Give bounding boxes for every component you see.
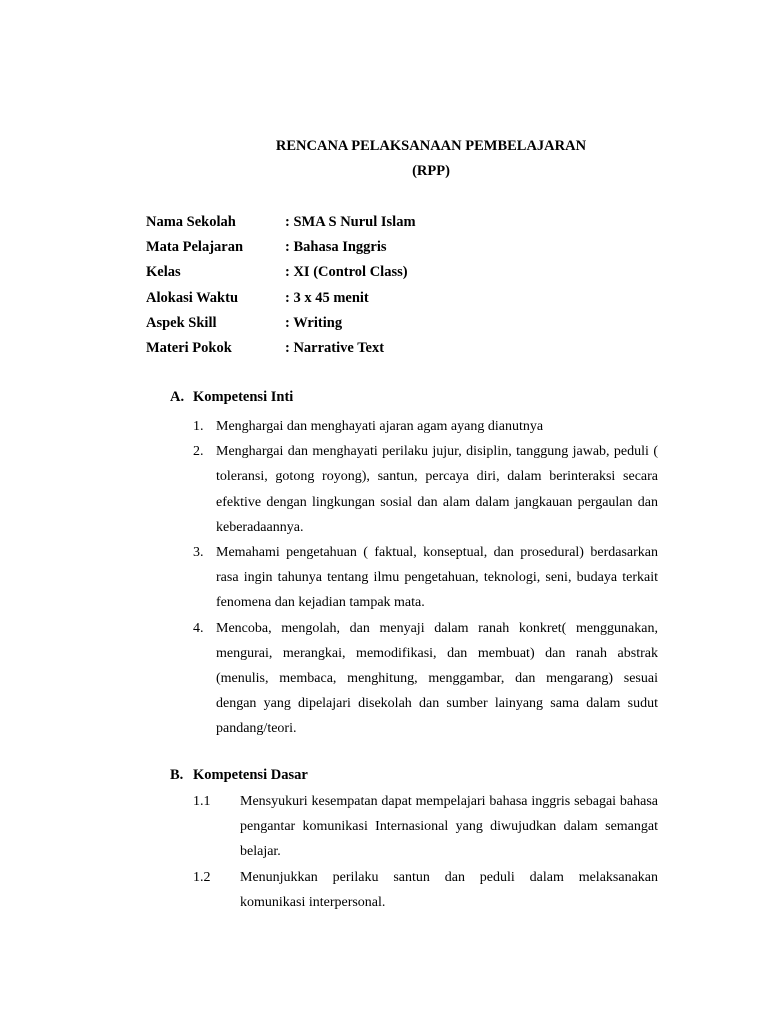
- section-title: Kompetensi Dasar: [193, 767, 308, 783]
- item-text: Menunjukkan perilaku santun dan peduli dalam melaksanakan komunikasi interpersonal.: [240, 869, 658, 910]
- info-label: Alokasi Waktu: [146, 289, 239, 306]
- list-item: [193, 439, 658, 540]
- list-item: [193, 414, 658, 439]
- list-item: [193, 789, 658, 865]
- item-number: 4.: [193, 620, 204, 636]
- section-heading-kompetensi-inti: [170, 389, 293, 406]
- info-row-time: [146, 289, 416, 314]
- info-row-material: [146, 339, 416, 364]
- item-number: 3.: [193, 545, 204, 561]
- info-row-school: [146, 213, 416, 238]
- document-title: RENCANA PELAKSANAAN PEMBELAJARAN: [275, 138, 587, 154]
- identity-table: [146, 213, 416, 364]
- section-letter: B.: [170, 767, 184, 783]
- item-number: 1.2: [193, 869, 211, 885]
- info-row-subject: [146, 238, 416, 263]
- list-item: [193, 865, 658, 915]
- info-value: : SMA S Nurul Islam: [285, 214, 416, 230]
- item-number: 1.: [193, 419, 204, 434]
- info-value: : Writing: [285, 314, 343, 331]
- info-label: Aspek Skill: [146, 314, 217, 331]
- item-number: 2.: [193, 444, 204, 460]
- item-text: Menghargai dan menghayati perilaku jujur, disiplin, tanggung jawab, peduli ( toleransi, gotong royong), santun, percaya diri, dalam berinteraksi secara efektive dengan lingkungan sosial dan alam dalam jangkauan pergaulan dan keberadaannya.: [216, 444, 658, 535]
- info-value: : Bahasa Inggris: [285, 239, 387, 256]
- info-row-skill: [146, 314, 416, 339]
- kompetensi-inti-list: [193, 414, 658, 742]
- list-item: [193, 616, 658, 742]
- kompetensi-dasar-list: [193, 789, 658, 915]
- section-title: Kompetensi Inti: [193, 389, 294, 405]
- section-letter: A.: [170, 389, 185, 405]
- info-label: Kelas: [146, 264, 181, 281]
- info-value: : 3 x 45 menit: [285, 289, 369, 306]
- item-text: Memahami pengetahuan ( faktual, konseptual, dan prosedural) berdasarkan rasa ingin tahunya tentang ilmu pengetahuan, teknologi, seni, budaya terkait fenomena dan kejadian tampak mata.: [216, 545, 658, 611]
- item-text: Mensyukuri kesempatan dapat mempelajari bahasa inggris sebagai bahasa pengantar komunikasi Internasional yang diwujudkan dalam semangat belajar.: [240, 794, 658, 860]
- info-row-class: [146, 263, 416, 288]
- info-label: Nama Sekolah: [146, 214, 236, 230]
- item-text: Menghargai dan menghayati ajaran agam ayang dianutnya: [216, 419, 544, 434]
- item-text: Mencoba, mengolah, dan menyaji dalam ranah konkret( menggunakan, mengurai, merangkai, memodifikasi, dan membuat) dan ranah abstrak (menulis, membaca, menghitung, menggambar, dan mengarang) sesuai dengan yang dipelajari disekolah dan sumber lainyang sama dalam sudut pandang/teori.: [216, 620, 658, 737]
- info-label: Materi Pokok: [146, 339, 232, 356]
- item-number: 1.1: [193, 794, 211, 809]
- info-value: : XI (Control Class): [285, 264, 408, 281]
- list-item: [193, 540, 658, 616]
- info-value: : Narrative Text: [285, 339, 385, 356]
- info-label: Mata Pelajaran: [146, 239, 244, 256]
- document-subtitle: (RPP): [412, 163, 450, 179]
- section-heading-kompetensi-dasar: [170, 767, 308, 784]
